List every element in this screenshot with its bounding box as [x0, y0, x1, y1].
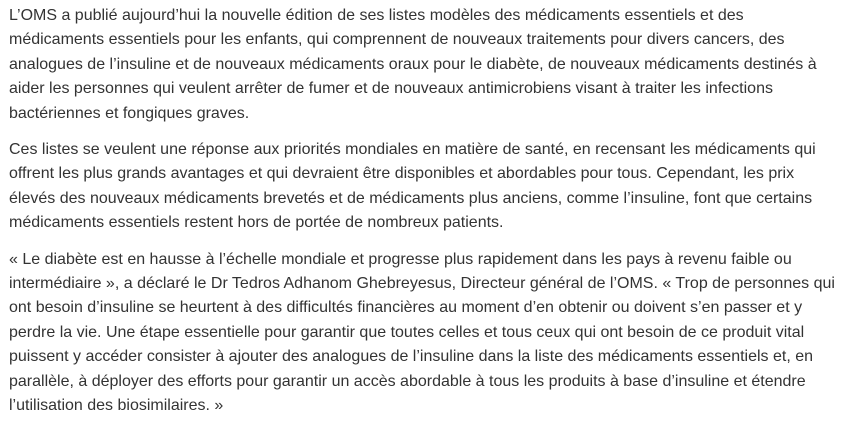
- paragraph-line: médicaments essentiels pour les enfants, qui comprennent de nouveaux traitements pour divers cancers, des: [9, 31, 785, 49]
- paragraph-line: puissent y accéder consister à ajouter des analogues de l’insuline dans la liste des médicaments essentiels et, en: [9, 348, 814, 366]
- paragraph-line: offrent les plus grands avantages et qui devraient être disponibles et abordables pour tous. Cependant, les prix: [9, 165, 795, 183]
- paragraph-line: médicaments essentiels restent hors de portée de nombreux patients.: [9, 214, 504, 232]
- paragraph-priorities: [9, 138, 841, 236]
- paragraph-line: analogues de l’insuline et de nouveaux médicaments oraux pour le diabète, de nouveaux médicaments destinés à: [9, 55, 817, 73]
- paragraph-line: « Le diabète est en hausse à l’échelle mondiale et progresse plus rapidement dans les pays à revenu faible ou: [9, 250, 792, 268]
- paragraph-line: aider les personnes qui veulent arrêter de fumer et de nouveaux antimicrobiens visant à traiter les infections: [9, 80, 773, 98]
- paragraph-line: ont besoin d’insuline se heurtent à des difficultés financières au moment d’en obtenir ou doivent s’en passer et y: [9, 299, 803, 317]
- paragraph-line: L’OMS a publié aujourd’hui la nouvelle édition de ses listes modèles des médicaments essentiels et des: [9, 7, 744, 24]
- paragraph-oms-publication: [9, 4, 841, 126]
- paragraph-quote-tedros: [9, 248, 841, 419]
- paragraph-line: parallèle, à déployer des efforts pour garantir un accès abordable à tous les produits à base d’insuline et étendre: [9, 372, 806, 390]
- paragraph-line: intermédiaire », a déclaré le Dr Tedros Adhanom Ghebreyesus, Directeur général de l’OMS. « Trop de personnes qui: [9, 275, 835, 293]
- paragraph-line: l’utilisation des biosimilaires. »: [9, 397, 224, 415]
- paragraph-line: perdre la vie. Une étape essentielle pour garantir que toutes celles et tous ceux qui ont besoin de ce produit vital: [9, 323, 805, 341]
- paragraph-line: élevés des nouveaux médicaments brevetés et de médicaments plus anciens, comme l’insuline, font que certains: [9, 189, 813, 207]
- paragraph-line: Ces listes se veulent une réponse aux priorités mondiales en matière de santé, en recensant les médicaments qui: [9, 141, 816, 159]
- article-body: [9, 4, 841, 431]
- paragraph-line: bactériennes et fongiques graves.: [9, 104, 250, 122]
